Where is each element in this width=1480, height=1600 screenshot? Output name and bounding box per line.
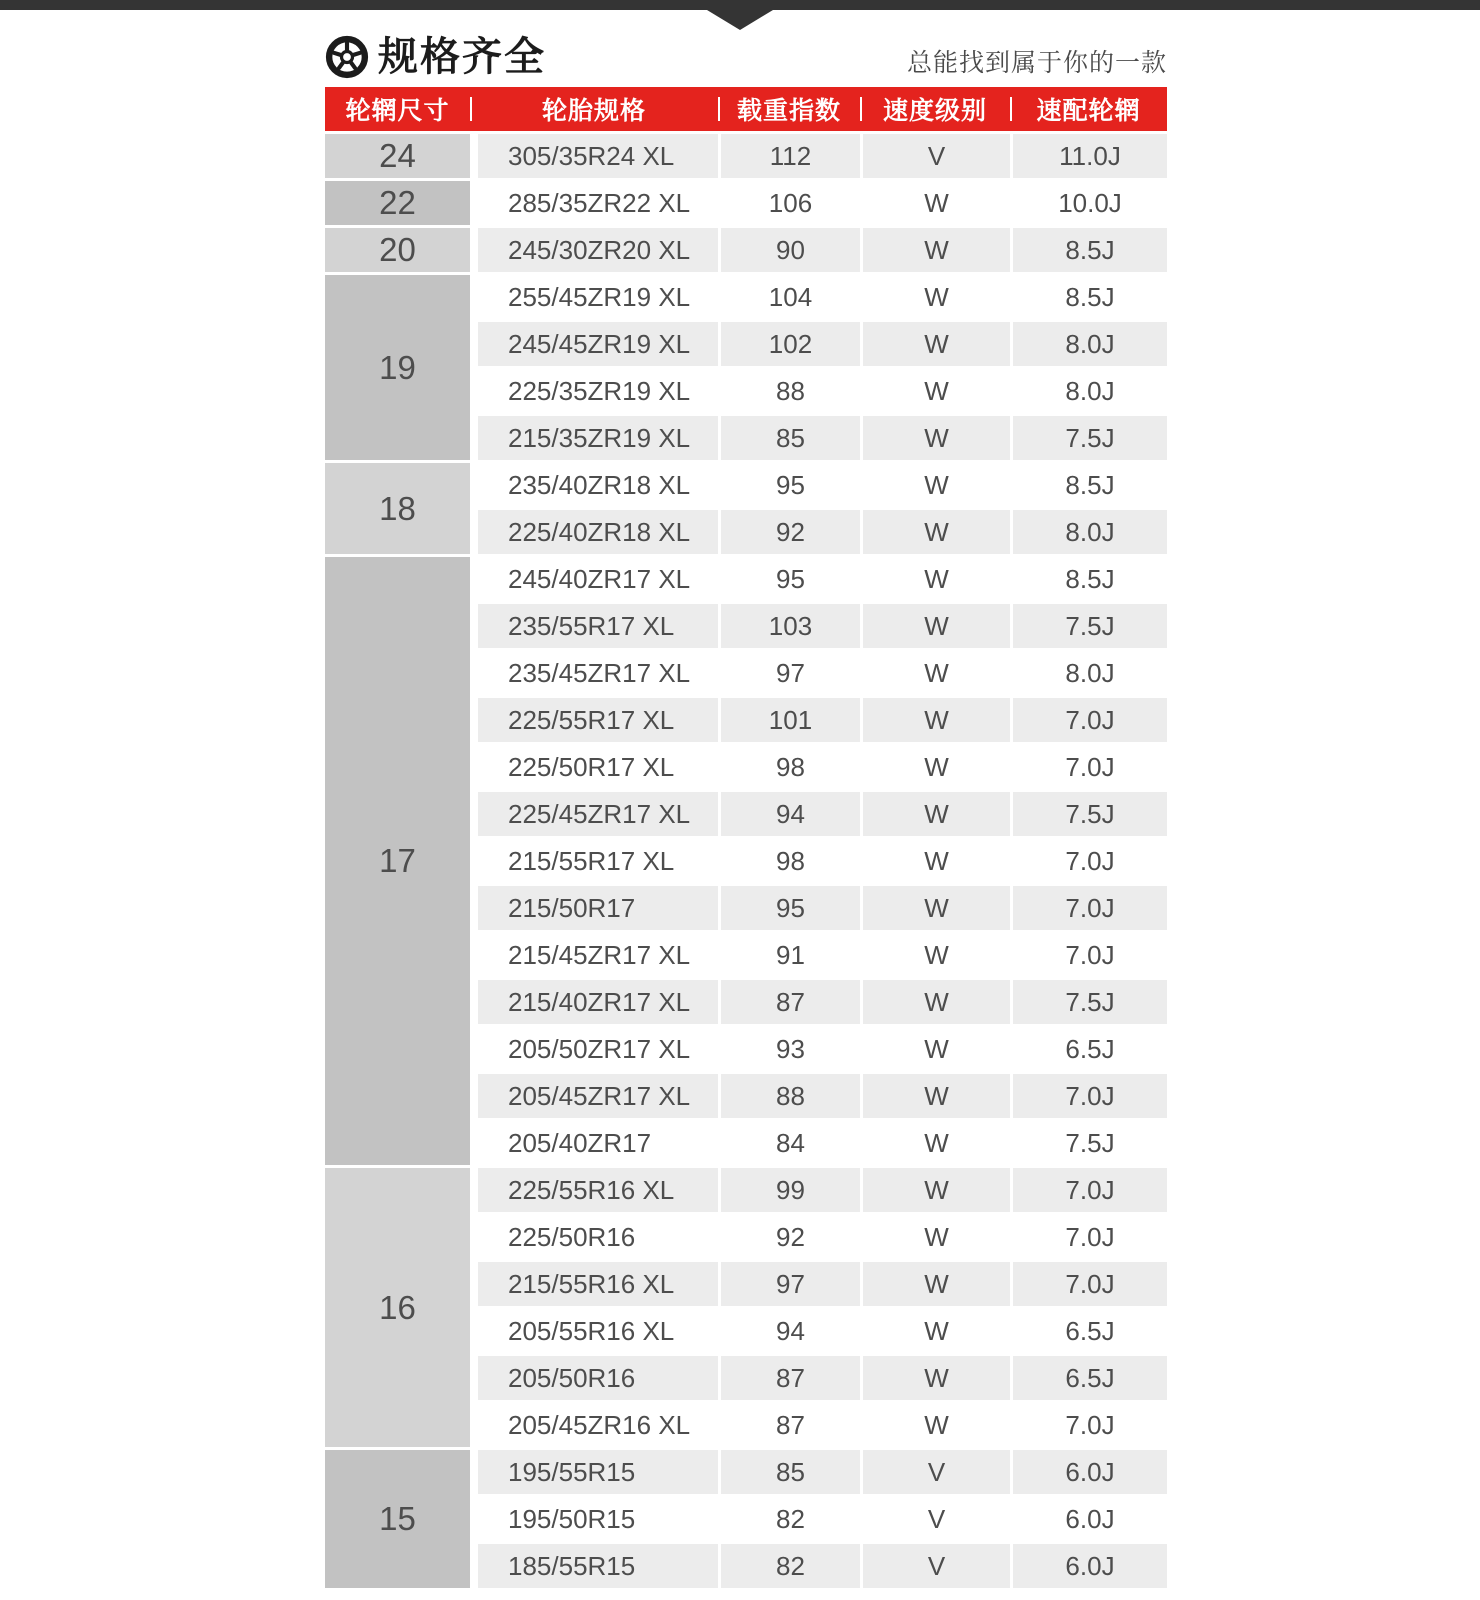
speed-rating-cell: W bbox=[863, 181, 1010, 225]
speed-rating-cell: V bbox=[863, 1450, 1010, 1494]
tire-spec-cell: 235/40ZR18 XL bbox=[478, 463, 718, 507]
column-header: 轮辋尺寸 bbox=[345, 97, 450, 125]
load-index-cell: 94 bbox=[721, 1309, 860, 1353]
load-index-cell: 98 bbox=[721, 745, 860, 789]
rim-width-cell: 6.0J bbox=[1013, 1497, 1167, 1541]
load-index-cell: 85 bbox=[721, 1450, 860, 1494]
table-row bbox=[478, 1262, 1167, 1306]
table-row bbox=[478, 604, 1167, 648]
load-index-cell: 87 bbox=[721, 1356, 860, 1400]
speed-rating-cell: W bbox=[863, 745, 1010, 789]
rim-width-cell: 7.5J bbox=[1013, 604, 1167, 648]
rim-width-cell: 7.0J bbox=[1013, 745, 1167, 789]
rim-width-cell: 8.5J bbox=[1013, 228, 1167, 272]
table-row bbox=[478, 181, 1167, 225]
group-rows bbox=[478, 181, 1167, 228]
rim-size-cell: 19 bbox=[325, 275, 470, 460]
group-rows bbox=[478, 228, 1167, 275]
tire-spec-cell: 285/35ZR22 XL bbox=[478, 181, 718, 225]
rim-width-cell: 7.0J bbox=[1013, 886, 1167, 930]
tire-spec-cell: 205/45ZR16 XL bbox=[478, 1403, 718, 1447]
rim-width-cell: 6.0J bbox=[1013, 1450, 1167, 1494]
table-row bbox=[478, 933, 1167, 977]
rim-size-group bbox=[325, 275, 1167, 463]
load-index-cell: 93 bbox=[721, 1027, 860, 1071]
rim-width-cell: 6.5J bbox=[1013, 1027, 1167, 1071]
speed-rating-cell: W bbox=[863, 933, 1010, 977]
rim-width-cell: 7.0J bbox=[1013, 1262, 1167, 1306]
column-header: 载重指数 bbox=[736, 97, 841, 125]
speed-rating-cell: W bbox=[863, 322, 1010, 366]
rim-size-group bbox=[325, 463, 1167, 557]
load-index-cell: 97 bbox=[721, 651, 860, 695]
rim-size-group bbox=[325, 134, 1167, 181]
tire-spec-cell: 205/55R16 XL bbox=[478, 1309, 718, 1353]
table-row bbox=[478, 416, 1167, 460]
rim-size-group bbox=[325, 181, 1167, 228]
tire-spec-cell: 215/45ZR17 XL bbox=[478, 933, 718, 977]
table-row bbox=[478, 651, 1167, 695]
tire-spec-cell: 215/35ZR19 XL bbox=[478, 416, 718, 460]
table-row bbox=[478, 463, 1167, 507]
load-index-cell: 98 bbox=[721, 839, 860, 883]
load-index-cell: 84 bbox=[721, 1121, 860, 1165]
section-header bbox=[325, 32, 1167, 82]
tire-spec-cell: 225/35ZR19 XL bbox=[478, 369, 718, 413]
load-index-cell: 101 bbox=[721, 698, 860, 742]
table-row bbox=[478, 1027, 1167, 1071]
rim-width-cell: 7.0J bbox=[1013, 933, 1167, 977]
tire-spec-cell: 245/45ZR19 XL bbox=[478, 322, 718, 366]
group-rows bbox=[478, 1450, 1167, 1591]
load-index-cell: 92 bbox=[721, 510, 860, 554]
tire-spec-cell: 225/55R16 XL bbox=[478, 1168, 718, 1212]
speed-rating-cell: W bbox=[863, 1262, 1010, 1306]
rim-size-cell: 24 bbox=[325, 134, 470, 178]
tire-spec-cell: 205/45ZR17 XL bbox=[478, 1074, 718, 1118]
tire-spec-cell: 245/30ZR20 XL bbox=[478, 228, 718, 272]
rim-width-cell: 8.5J bbox=[1013, 463, 1167, 507]
group-rows bbox=[478, 557, 1167, 1168]
load-index-cell: 95 bbox=[721, 557, 860, 601]
section-pointer-triangle bbox=[707, 10, 773, 30]
table-row bbox=[478, 557, 1167, 601]
rim-size-group bbox=[325, 557, 1167, 1168]
speed-rating-cell: V bbox=[863, 134, 1010, 178]
group-rows bbox=[478, 463, 1167, 557]
rim-width-cell: 8.0J bbox=[1013, 510, 1167, 554]
header-divider bbox=[470, 97, 472, 121]
group-rows bbox=[478, 1168, 1167, 1450]
group-rows bbox=[478, 275, 1167, 463]
speed-rating-cell: W bbox=[863, 839, 1010, 883]
tire-spec-cell: 185/55R15 bbox=[478, 1544, 718, 1588]
table-row bbox=[478, 1215, 1167, 1259]
tire-spec-cell: 245/40ZR17 XL bbox=[478, 557, 718, 601]
rim-size-group bbox=[325, 1450, 1167, 1591]
group-rows bbox=[478, 134, 1167, 181]
tire-spec-cell: 225/40ZR18 XL bbox=[478, 510, 718, 554]
speed-rating-cell: W bbox=[863, 698, 1010, 742]
load-index-cell: 97 bbox=[721, 1262, 860, 1306]
table-row bbox=[478, 839, 1167, 883]
load-index-cell: 87 bbox=[721, 980, 860, 1024]
load-index-cell: 102 bbox=[721, 322, 860, 366]
rim-width-cell: 6.5J bbox=[1013, 1309, 1167, 1353]
tire-spec-cell: 305/35R24 XL bbox=[478, 134, 718, 178]
load-index-cell: 82 bbox=[721, 1497, 860, 1541]
speed-rating-cell: W bbox=[863, 369, 1010, 413]
tire-spec-cell: 205/50R16 bbox=[478, 1356, 718, 1400]
rim-width-cell: 7.0J bbox=[1013, 1403, 1167, 1447]
table-row bbox=[478, 275, 1167, 319]
table-row bbox=[478, 1074, 1167, 1118]
header-divider bbox=[718, 97, 720, 121]
spec-table-body bbox=[325, 134, 1167, 1591]
rim-width-cell: 7.0J bbox=[1013, 1215, 1167, 1259]
load-index-cell: 95 bbox=[721, 463, 860, 507]
page-title: 规格齐全 bbox=[378, 35, 546, 79]
load-index-cell: 88 bbox=[721, 369, 860, 413]
rim-width-cell: 7.5J bbox=[1013, 416, 1167, 460]
rim-width-cell: 7.0J bbox=[1013, 839, 1167, 883]
speed-rating-cell: W bbox=[863, 1309, 1010, 1353]
table-row bbox=[478, 228, 1167, 272]
tire-spec-cell: 225/45ZR17 XL bbox=[478, 792, 718, 836]
speed-rating-cell: W bbox=[863, 886, 1010, 930]
load-index-cell: 95 bbox=[721, 886, 860, 930]
load-index-cell: 99 bbox=[721, 1168, 860, 1212]
rim-width-cell: 6.0J bbox=[1013, 1544, 1167, 1588]
load-index-cell: 91 bbox=[721, 933, 860, 977]
rim-width-cell: 6.5J bbox=[1013, 1356, 1167, 1400]
rim-size-cell: 15 bbox=[325, 1450, 470, 1588]
speed-rating-cell: W bbox=[863, 510, 1010, 554]
header-divider bbox=[1010, 97, 1012, 121]
tire-spec-cell: 195/55R15 bbox=[478, 1450, 718, 1494]
rim-width-cell: 8.0J bbox=[1013, 369, 1167, 413]
rim-width-cell: 11.0J bbox=[1013, 134, 1167, 178]
speed-rating-cell: W bbox=[863, 1121, 1010, 1165]
table-row bbox=[478, 698, 1167, 742]
speed-rating-cell: W bbox=[863, 1027, 1010, 1071]
rim-width-cell: 7.0J bbox=[1013, 698, 1167, 742]
speed-rating-cell: W bbox=[863, 1074, 1010, 1118]
load-index-cell: 85 bbox=[721, 416, 860, 460]
table-row bbox=[478, 980, 1167, 1024]
tire-spec-cell: 205/40ZR17 bbox=[478, 1121, 718, 1165]
table-row bbox=[478, 510, 1167, 554]
rim-size-cell: 22 bbox=[325, 181, 470, 225]
tire-spec-cell: 235/55R17 XL bbox=[478, 604, 718, 648]
rim-width-cell: 8.0J bbox=[1013, 322, 1167, 366]
table-row bbox=[478, 792, 1167, 836]
load-index-cell: 88 bbox=[721, 1074, 860, 1118]
column-header: 轮胎规格 bbox=[541, 97, 646, 125]
rim-width-cell: 7.5J bbox=[1013, 792, 1167, 836]
rim-width-cell: 8.0J bbox=[1013, 651, 1167, 695]
table-row bbox=[478, 1121, 1167, 1165]
table-row bbox=[478, 369, 1167, 413]
load-index-cell: 94 bbox=[721, 792, 860, 836]
speed-rating-cell: W bbox=[863, 463, 1010, 507]
tire-spec-cell: 215/55R17 XL bbox=[478, 839, 718, 883]
table-row bbox=[478, 745, 1167, 789]
spec-section bbox=[325, 32, 1167, 1591]
tire-spec-cell: 225/50R16 bbox=[478, 1215, 718, 1259]
speed-rating-cell: W bbox=[863, 792, 1010, 836]
load-index-cell: 90 bbox=[721, 228, 860, 272]
speed-rating-cell: W bbox=[863, 1403, 1010, 1447]
table-row bbox=[478, 1450, 1167, 1494]
speed-rating-cell: W bbox=[863, 228, 1010, 272]
rim-width-cell: 7.0J bbox=[1013, 1168, 1167, 1212]
rim-size-cell: 18 bbox=[325, 463, 470, 554]
table-row bbox=[478, 134, 1167, 178]
section-subtitle: 总能找到属于你的一款 bbox=[906, 49, 1167, 77]
load-index-cell: 103 bbox=[721, 604, 860, 648]
speed-rating-cell: W bbox=[863, 557, 1010, 601]
header-divider bbox=[860, 97, 862, 121]
rim-width-cell: 8.5J bbox=[1013, 275, 1167, 319]
tire-spec-cell: 215/40ZR17 XL bbox=[478, 980, 718, 1024]
speed-rating-cell: W bbox=[863, 1215, 1010, 1259]
tire-spec-cell: 255/45ZR19 XL bbox=[478, 275, 718, 319]
column-header: 速度级别 bbox=[882, 97, 987, 125]
tire-spec-cell: 215/55R16 XL bbox=[478, 1262, 718, 1306]
load-index-cell: 104 bbox=[721, 275, 860, 319]
rim-width-cell: 7.0J bbox=[1013, 1074, 1167, 1118]
speed-rating-cell: W bbox=[863, 651, 1010, 695]
rim-size-group bbox=[325, 228, 1167, 275]
rim-width-cell: 7.5J bbox=[1013, 980, 1167, 1024]
top-divider-bar bbox=[0, 0, 1480, 10]
rim-size-cell: 20 bbox=[325, 228, 470, 272]
speed-rating-cell: W bbox=[863, 1168, 1010, 1212]
table-row bbox=[478, 1497, 1167, 1541]
table-row bbox=[478, 322, 1167, 366]
wheel-icon bbox=[325, 35, 369, 79]
tire-spec-cell: 215/50R17 bbox=[478, 886, 718, 930]
speed-rating-cell: W bbox=[863, 275, 1010, 319]
speed-rating-cell: W bbox=[863, 1356, 1010, 1400]
column-header: 速配轮辋 bbox=[1036, 97, 1141, 125]
table-header-row bbox=[325, 87, 1167, 131]
table-row bbox=[478, 1403, 1167, 1447]
speed-rating-cell: W bbox=[863, 980, 1010, 1024]
table-row bbox=[478, 1544, 1167, 1588]
speed-rating-cell: W bbox=[863, 604, 1010, 648]
rim-size-cell: 17 bbox=[325, 557, 470, 1165]
rim-size-group bbox=[325, 1168, 1167, 1450]
rim-width-cell: 8.5J bbox=[1013, 557, 1167, 601]
load-index-cell: 87 bbox=[721, 1403, 860, 1447]
load-index-cell: 112 bbox=[721, 134, 860, 178]
load-index-cell: 82 bbox=[721, 1544, 860, 1588]
tire-spec-cell: 205/50ZR17 XL bbox=[478, 1027, 718, 1071]
speed-rating-cell: V bbox=[863, 1544, 1010, 1588]
load-index-cell: 106 bbox=[721, 181, 860, 225]
rim-width-cell: 10.0J bbox=[1013, 181, 1167, 225]
table-row bbox=[478, 1356, 1167, 1400]
table-row bbox=[478, 886, 1167, 930]
table-row bbox=[478, 1168, 1167, 1212]
tire-spec-cell: 195/50R15 bbox=[478, 1497, 718, 1541]
rim-size-cell: 16 bbox=[325, 1168, 470, 1447]
speed-rating-cell: W bbox=[863, 416, 1010, 460]
table-row bbox=[478, 1309, 1167, 1353]
speed-rating-cell: V bbox=[863, 1497, 1010, 1541]
load-index-cell: 92 bbox=[721, 1215, 860, 1259]
rim-width-cell: 7.5J bbox=[1013, 1121, 1167, 1165]
tire-spec-cell: 235/45ZR17 XL bbox=[478, 651, 718, 695]
tire-spec-cell: 225/55R17 XL bbox=[478, 698, 718, 742]
tire-spec-cell: 225/50R17 XL bbox=[478, 745, 718, 789]
